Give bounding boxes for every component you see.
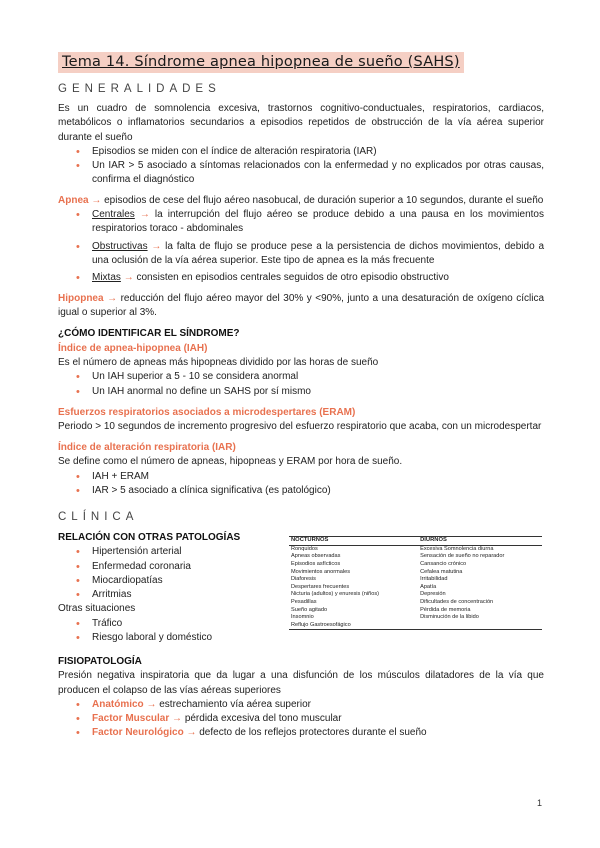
arrow-icon: → (139, 209, 150, 221)
table-cell: Disminución de la libido (420, 614, 479, 621)
list-item: • Miocardiopatías (58, 574, 278, 588)
hipopnea-definition (58, 292, 544, 321)
intro-paragraph: Es un cuadro de somnolencia excesiva, trastornos cognitivo-conductuales, respiratorios, cardiacos, metabólicos o inflamatorios secundarios a episodios repetidos de obstrucción de la vía aérea superior durante el sueño (58, 103, 544, 143)
factor-term: Anatómico (92, 698, 144, 710)
arrow-icon: → (172, 713, 183, 725)
term-label: Centrales (92, 209, 135, 221)
document-title: Tema 14. Síndrome apnea hipopnea de sueño (SAHS) (62, 54, 460, 70)
table-cell: Apneas observadas (291, 553, 341, 560)
list-item: • IAH + ERAM (58, 470, 544, 484)
arrow-icon: → (107, 292, 118, 304)
list-item: • Un IAH superior a 5 - 10 se considera anormal (58, 370, 544, 384)
page-number: 1 (537, 798, 543, 808)
table-cell: Ronquidos (291, 545, 318, 552)
table-cell: Sensación de sueño no reparador (420, 553, 505, 560)
factor-anatomico (58, 698, 544, 712)
table-row (289, 569, 542, 577)
factor-text: pérdida excesiva del tono muscular (184, 713, 342, 725)
section-heading-generalidades: GENERALIDADES (58, 83, 221, 95)
relacion-bullet-list (58, 545, 278, 602)
factors-list (58, 698, 544, 741)
factor-text: estrechamiento vía aérea superior (159, 698, 311, 710)
apnea-types-list (58, 208, 544, 285)
iar-bullet-list (58, 470, 544, 499)
list-item: • Hipertensión arterial (58, 545, 278, 559)
table-cell (418, 622, 542, 630)
term-text: consisten en episodios centrales seguidos de otro episodio obstructivo (136, 272, 449, 284)
table-cell: Pesadillas (291, 598, 317, 605)
table-row (289, 614, 542, 622)
list-item: • Un IAR > 5 asociado a síntomas relacionados con la enfermedad y no explicados por otras causas, confirma el diagnóstico (58, 159, 544, 188)
table-cell: Irritabilidad (420, 576, 448, 583)
eram-text: Periodo > 10 segundos de incremento progresivo del esfuerzo respiratorio que acaba, con un microdespertar (58, 421, 542, 433)
table-cell: Depresión (420, 591, 446, 598)
table-cell: Pérdida de memoria (420, 606, 471, 613)
list-item: • Arritmias (58, 588, 278, 602)
table-cell: Episodios asfícticos (291, 561, 341, 568)
arrow-icon: → (186, 727, 197, 739)
otras-bullet-list (58, 617, 278, 646)
table-cell: Sueño agitado (291, 606, 328, 613)
table-row (289, 599, 542, 607)
table-cell: Diaforesis (291, 576, 316, 583)
term-text: la interrupción del flujo aéreo se produce debido a una pausa en los movimientos respiratorios toraco - abdominales (92, 209, 544, 235)
fisiopatologia-heading: FISIOPATOLOGÍA (58, 656, 142, 668)
iar-title: Índice de alteración respiratoria (IAR) (58, 442, 236, 454)
list-item: • Tráfico (58, 617, 278, 631)
table-cell: Cefalea matutina (420, 568, 463, 575)
apnea-type-obstructivas (58, 240, 544, 269)
list-item: • Enfermedad coronaria (58, 560, 278, 574)
table-row (289, 553, 542, 561)
apnea-term: Apnea (58, 194, 89, 206)
table-cell: Excesiva Somnolencia diurna (420, 545, 494, 552)
clinica-block (58, 530, 544, 648)
factor-text: defecto de los reflejos protectores durante el sueño (199, 727, 427, 739)
table-row (289, 545, 542, 553)
identify-heading: ¿CÓMO IDENTIFICAR EL SÍNDROME? (58, 328, 240, 340)
relacion-heading: RELACIÓN CON OTRAS PATOLOGÍAS (58, 532, 241, 544)
factor-term: Factor Muscular (92, 713, 170, 725)
table-cell: Movimientos anormales (291, 568, 351, 575)
list-item: • Episodios se miden con el índice de alteración respiratoria (IAR) (58, 145, 544, 159)
apnea-definition (58, 194, 544, 208)
intro-bullet-list (58, 145, 544, 188)
table-cell: Apatía (420, 583, 437, 590)
factor-muscular (58, 712, 544, 726)
symptoms-table (289, 536, 542, 630)
arrow-icon: → (91, 194, 102, 206)
term-label: Mixtas (92, 272, 121, 284)
arrow-icon: → (151, 240, 162, 252)
relacion-column (58, 530, 278, 645)
header-nocturnos: NOCTURNOS (289, 537, 418, 546)
iah-text: Es el número de apneas más hipopneas dividido por las horas de sueño (58, 357, 379, 369)
table-cell: Despertares frecuentes (291, 583, 350, 590)
eram-title: Esfuerzos respiratorios asociados a microdespertares (ERAM) (58, 407, 356, 419)
table-cell: Dificultades de concentración (420, 598, 494, 605)
arrow-icon: → (146, 698, 157, 710)
hipopnea-term: Hipopnea (58, 292, 104, 304)
hipopnea-text: reducción del flujo aéreo mayor del 30% y <90%, junto a una desaturación de oxígeno cíclica igual o superior al 3%. (58, 292, 545, 318)
table-cell: Insomnio (291, 614, 314, 621)
term-text: la falta de flujo se produce pese a la persistencia de dichos movimientos, debido a una oclusión de la vía aérea superior. Este tipo de apnea es la más frecuente (92, 240, 544, 266)
table-header-row (289, 537, 542, 546)
list-item: • IAR > 5 asociado a clínica significativa (es patológico) (58, 484, 544, 498)
iar-text: Se define como el número de apneas, hipopneas y ERAM por hora de sueño. (58, 456, 403, 468)
fisiopatologia-text: Presión negativa inspiratoria que da lugar a una disfunción de los músculos dilatadores de la vía que producen el colapso de las vías aéreas superiores (58, 670, 544, 696)
table-row (289, 584, 542, 592)
table-row (289, 576, 542, 584)
table-row (289, 607, 542, 615)
header-diurnos: DIURNOS (418, 537, 542, 546)
term-label: Obstructivas (92, 240, 148, 252)
section-heading-clinica: CLÍNICA (58, 511, 139, 524)
table-row (289, 591, 542, 599)
iah-title: Índice de apnea-hipopnea (IAH) (58, 343, 208, 355)
arrow-icon: → (123, 272, 134, 284)
otras-situaciones-label: Otras situaciones (58, 603, 136, 615)
table-cell: Nicturia (adultos) y enuresis (niños) (291, 591, 379, 598)
factor-neurologico (58, 726, 544, 740)
apnea-text: episodios de cese del flujo aéreo nasobucal, de duración superior a 10 segundos, durante el sueño (104, 194, 544, 206)
iah-bullet-list (58, 370, 544, 399)
document-page (58, 52, 544, 741)
table-row (289, 622, 542, 630)
list-item: • Riesgo laboral y doméstico (58, 631, 278, 645)
table-row (289, 561, 542, 569)
apnea-type-mixtas (58, 271, 544, 285)
apnea-type-centrales (58, 208, 544, 237)
table-cell: Reflujo Gastroesofágico (289, 622, 418, 630)
factor-term: Factor Neurológico (92, 727, 184, 739)
title-highlight (58, 52, 464, 73)
list-item: • Un IAH anormal no define un SAHS por sí mismo (58, 385, 544, 399)
table-cell: Cansancio crónico (420, 561, 467, 568)
